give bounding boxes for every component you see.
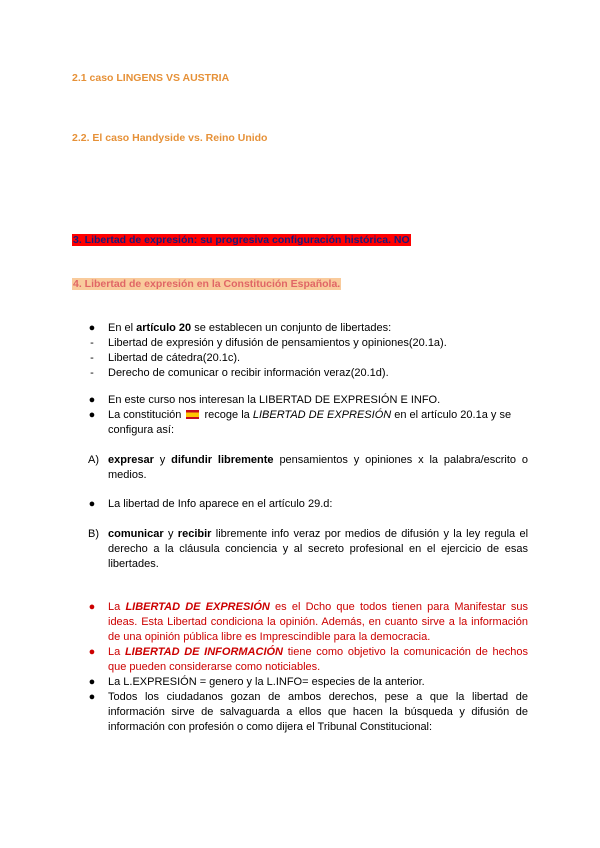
todos-line-2: información sirve de salvaguarda a ellos que hacen la búsqueda y difusión de (108, 706, 528, 718)
item-b-line (108, 527, 528, 542)
item-b-line-2: derecho a la cláusula conciencia y al secreto profesional en el ejercicio de esas (108, 543, 528, 555)
art20-dash-item: Libertad de cátedra(20.1c). (108, 352, 241, 364)
red2-post: tiene como objetivo la comunicación de hechos (287, 646, 528, 658)
spain-flag-icon (186, 410, 199, 419)
heading-4-text: 4. Libertad de expresión en la Constitución Española. (73, 278, 341, 290)
red1-post: es el Dcho que todos tienen para Manifestar sus (275, 601, 529, 613)
item-b-and: y (167, 528, 174, 540)
dash-marker: - (90, 337, 94, 349)
todos-line-1: Todos los ciudadanos gozan de ambos derechos, pese a que la libertad de (108, 691, 528, 703)
bullet-icon: ● (88, 409, 96, 421)
item-a-and: y (159, 454, 166, 466)
art20-bold: artículo 20 (136, 322, 192, 334)
item-b-marker: B) (88, 528, 99, 540)
item-b-line-3: libertades. (108, 558, 159, 570)
constitucion-pre: La constitución (108, 409, 182, 421)
constitucion-line (108, 408, 511, 423)
heading-3-text: 3. Libertad de expresión: su progresiva configuración histórica. NO (73, 234, 410, 246)
item-b-bold-2: recibir (177, 528, 212, 540)
bullet-icon: ● (88, 676, 96, 688)
item-a-marker: A) (88, 454, 99, 466)
art20-post: se establecen un conjunto de libertades: (191, 322, 392, 334)
dash-marker: - (90, 352, 94, 364)
art20-pre: En el (108, 322, 137, 334)
heading-2-2: 2.2. El caso Handyside vs. Reino Unido (72, 132, 268, 144)
info29-line: La libertad de Info aparece en el artículo 29.d: (108, 498, 333, 510)
red1-pre: La (108, 601, 121, 613)
bullet-icon: ● (88, 601, 96, 613)
constitucion-line-2: configura así: (108, 424, 175, 436)
bullet-icon: ● (88, 394, 96, 406)
constitucion-post: en el artículo 20.1a y se (394, 409, 512, 421)
heading-4 (72, 277, 341, 292)
item-b-bold-1: comunicar (108, 528, 164, 540)
constitucion-italic: LIBERTAD DE EXPRESIÓN (252, 409, 392, 421)
bullet-icon: ● (88, 322, 96, 334)
todos-line-3: información con profesión o como dijera el Tribunal Constitucional: (108, 721, 433, 733)
item-a-bold-1: expresar (108, 454, 154, 466)
red1-line-3: de una opinión pública libre es Imprescindible para la democracia. (108, 631, 431, 643)
red1-line (108, 600, 528, 615)
art20-dash-item: Libertad de expresión y difusión de pensamientos y opiniones(20.1a). (108, 337, 447, 349)
red1-line-2: ideas. Esta Libertad condiciona la opinión. Además, en cuanto sirve a la información (108, 616, 528, 628)
item-b-rest: libremente info veraz por medios de difusión y la ley regula el (215, 528, 529, 540)
item-a-line-2: medios. (108, 469, 147, 481)
red2-line-2: que pueden considerarse como noticiables. (108, 661, 321, 673)
art20-line (108, 321, 391, 336)
bullet-icon: ● (88, 498, 96, 510)
heading-2-1: 2.1 caso LINGENS VS AUSTRIA (72, 72, 230, 84)
item-a-line (108, 453, 528, 468)
generos-line: La L.EXPRESIÓN = genero y la L.INFO= especies de la anterior. (108, 676, 425, 688)
red2-line (108, 645, 528, 660)
bullet-icon: ● (88, 646, 96, 658)
dash-marker: - (90, 367, 94, 379)
heading-3 (72, 233, 411, 248)
item-a-rest: pensamientos y opiniones x la palabra/escrito o (279, 454, 529, 466)
red2-pre: La (108, 646, 121, 658)
red2-italic: LIBERTAD DE INFORMACIÓN (124, 646, 284, 658)
bullet-icon: ● (88, 691, 96, 703)
item-a-bold-2: difundir libremente (171, 454, 274, 466)
curso-line: En este curso nos interesan la LIBERTAD DE EXPRESIÓN E INFO. (108, 394, 441, 406)
art20-dash-item: Derecho de comunicar o recibir información veraz(20.1d). (108, 367, 389, 379)
constitucion-mid: recoge la (204, 409, 250, 421)
red1-italic: LIBERTAD DE EXPRESIÓN (125, 601, 270, 613)
